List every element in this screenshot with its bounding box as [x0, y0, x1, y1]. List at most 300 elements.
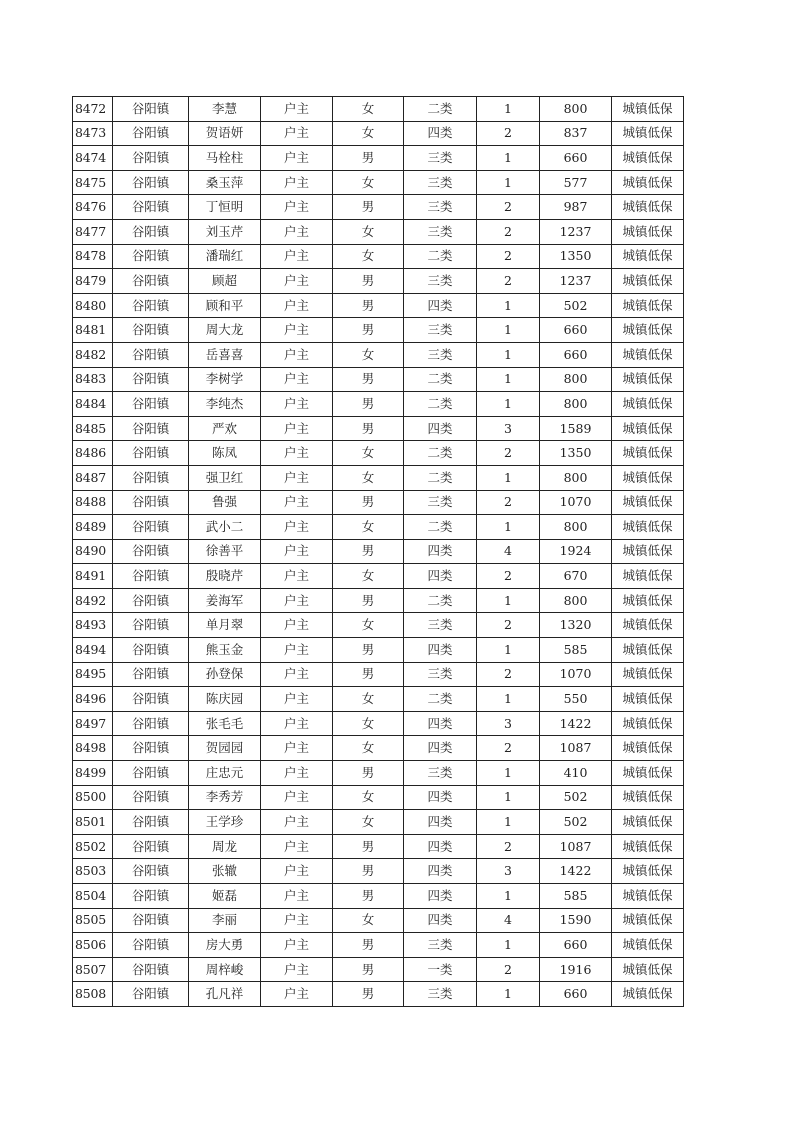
cell-amount: 800: [540, 588, 612, 613]
cell-town: 谷阳镇: [113, 761, 189, 786]
cell-assistance-type: 城镇低保: [612, 810, 684, 835]
cell-serial-number: 8503: [73, 859, 113, 884]
cell-gender: 男: [333, 884, 404, 909]
cell-relation: 户主: [261, 195, 333, 220]
cell-name: 顾和平: [189, 293, 261, 318]
cell-gender: 男: [333, 761, 404, 786]
cell-assistance-type: 城镇低保: [612, 957, 684, 982]
cell-serial-number: 8485: [73, 416, 113, 441]
cell-town: 谷阳镇: [113, 859, 189, 884]
table-row: [73, 638, 684, 663]
cell-category: 三类: [404, 269, 477, 294]
cell-relation: 户主: [261, 367, 333, 392]
cell-name: 贺语妍: [189, 121, 261, 146]
cell-town: 谷阳镇: [113, 490, 189, 515]
cell-household-size: 2: [477, 957, 540, 982]
cell-town: 谷阳镇: [113, 97, 189, 122]
cell-household-size: 4: [477, 539, 540, 564]
table-row: [73, 515, 684, 540]
cell-category: 二类: [404, 515, 477, 540]
cell-name: 姜海军: [189, 588, 261, 613]
cell-category: 四类: [404, 908, 477, 933]
cell-gender: 女: [333, 515, 404, 540]
cell-town: 谷阳镇: [113, 711, 189, 736]
cell-town: 谷阳镇: [113, 564, 189, 589]
cell-relation: 户主: [261, 957, 333, 982]
cell-assistance-type: 城镇低保: [612, 146, 684, 171]
table-row: [73, 834, 684, 859]
cell-assistance-type: 城镇低保: [612, 761, 684, 786]
cell-town: 谷阳镇: [113, 465, 189, 490]
cell-category: 三类: [404, 170, 477, 195]
cell-town: 谷阳镇: [113, 588, 189, 613]
cell-relation: 户主: [261, 687, 333, 712]
cell-category: 四类: [404, 638, 477, 663]
cell-town: 谷阳镇: [113, 342, 189, 367]
cell-assistance-type: 城镇低保: [612, 392, 684, 417]
cell-town: 谷阳镇: [113, 441, 189, 466]
cell-household-size: 1: [477, 588, 540, 613]
cell-household-size: 1: [477, 170, 540, 195]
cell-serial-number: 8490: [73, 539, 113, 564]
cell-gender: 女: [333, 736, 404, 761]
cell-relation: 户主: [261, 244, 333, 269]
cell-name: 王学珍: [189, 810, 261, 835]
cell-household-size: 1: [477, 982, 540, 1007]
cell-gender: 女: [333, 97, 404, 122]
cell-assistance-type: 城镇低保: [612, 785, 684, 810]
cell-serial-number: 8481: [73, 318, 113, 343]
cell-relation: 户主: [261, 219, 333, 244]
table-row: [73, 441, 684, 466]
cell-relation: 户主: [261, 613, 333, 638]
table-row: [73, 490, 684, 515]
cell-serial-number: 8495: [73, 662, 113, 687]
cell-household-size: 1: [477, 761, 540, 786]
cell-gender: 女: [333, 219, 404, 244]
cell-amount: 837: [540, 121, 612, 146]
cell-household-size: 1: [477, 293, 540, 318]
cell-category: 一类: [404, 957, 477, 982]
cell-serial-number: 8486: [73, 441, 113, 466]
cell-household-size: 2: [477, 613, 540, 638]
cell-town: 谷阳镇: [113, 269, 189, 294]
cell-relation: 户主: [261, 465, 333, 490]
cell-household-size: 2: [477, 244, 540, 269]
cell-amount: 1237: [540, 219, 612, 244]
cell-assistance-type: 城镇低保: [612, 834, 684, 859]
cell-serial-number: 8494: [73, 638, 113, 663]
table-row: [73, 146, 684, 171]
cell-town: 谷阳镇: [113, 613, 189, 638]
table-row: [73, 957, 684, 982]
table-row: [73, 219, 684, 244]
cell-town: 谷阳镇: [113, 884, 189, 909]
cell-amount: 502: [540, 785, 612, 810]
cell-name: 周龙: [189, 834, 261, 859]
cell-assistance-type: 城镇低保: [612, 982, 684, 1007]
cell-amount: 1422: [540, 859, 612, 884]
cell-category: 四类: [404, 711, 477, 736]
cell-relation: 户主: [261, 810, 333, 835]
cell-relation: 户主: [261, 269, 333, 294]
cell-name: 武小二: [189, 515, 261, 540]
cell-assistance-type: 城镇低保: [612, 416, 684, 441]
table-row: [73, 342, 684, 367]
cell-household-size: 3: [477, 416, 540, 441]
cell-relation: 户主: [261, 121, 333, 146]
cell-town: 谷阳镇: [113, 121, 189, 146]
cell-household-size: 3: [477, 859, 540, 884]
cell-name: 桑玉萍: [189, 170, 261, 195]
cell-household-size: 1: [477, 342, 540, 367]
table-row: [73, 982, 684, 1007]
cell-relation: 户主: [261, 884, 333, 909]
cell-gender: 男: [333, 859, 404, 884]
table-row: [73, 687, 684, 712]
cell-name: 顾超: [189, 269, 261, 294]
cell-assistance-type: 城镇低保: [612, 933, 684, 958]
cell-category: 三类: [404, 342, 477, 367]
cell-name: 房大勇: [189, 933, 261, 958]
cell-gender: 男: [333, 662, 404, 687]
cell-assistance-type: 城镇低保: [612, 859, 684, 884]
cell-assistance-type: 城镇低保: [612, 269, 684, 294]
cell-amount: 670: [540, 564, 612, 589]
cell-amount: 550: [540, 687, 612, 712]
cell-name: 徐善平: [189, 539, 261, 564]
table-row: [73, 367, 684, 392]
cell-gender: 男: [333, 416, 404, 441]
cell-serial-number: 8493: [73, 613, 113, 638]
cell-category: 二类: [404, 392, 477, 417]
cell-name: 马栓柱: [189, 146, 261, 171]
cell-serial-number: 8484: [73, 392, 113, 417]
cell-category: 四类: [404, 785, 477, 810]
cell-town: 谷阳镇: [113, 244, 189, 269]
cell-amount: 800: [540, 392, 612, 417]
cell-category: 三类: [404, 490, 477, 515]
cell-town: 谷阳镇: [113, 318, 189, 343]
cell-name: 严欢: [189, 416, 261, 441]
cell-amount: 577: [540, 170, 612, 195]
cell-amount: 987: [540, 195, 612, 220]
cell-assistance-type: 城镇低保: [612, 539, 684, 564]
cell-household-size: 2: [477, 195, 540, 220]
cell-gender: 女: [333, 613, 404, 638]
cell-name: 孙登保: [189, 662, 261, 687]
cell-category: 三类: [404, 219, 477, 244]
cell-town: 谷阳镇: [113, 908, 189, 933]
cell-assistance-type: 城镇低保: [612, 638, 684, 663]
cell-town: 谷阳镇: [113, 515, 189, 540]
table-row: [73, 933, 684, 958]
table-row: [73, 293, 684, 318]
cell-assistance-type: 城镇低保: [612, 884, 684, 909]
cell-assistance-type: 城镇低保: [612, 711, 684, 736]
table-row: [73, 416, 684, 441]
cell-assistance-type: 城镇低保: [612, 293, 684, 318]
cell-serial-number: 8483: [73, 367, 113, 392]
cell-town: 谷阳镇: [113, 687, 189, 712]
cell-relation: 户主: [261, 392, 333, 417]
cell-amount: 1070: [540, 490, 612, 515]
cell-assistance-type: 城镇低保: [612, 515, 684, 540]
cell-assistance-type: 城镇低保: [612, 97, 684, 122]
cell-serial-number: 8498: [73, 736, 113, 761]
table-row: [73, 170, 684, 195]
cell-category: 三类: [404, 195, 477, 220]
cell-category: 二类: [404, 97, 477, 122]
cell-assistance-type: 城镇低保: [612, 613, 684, 638]
cell-town: 谷阳镇: [113, 810, 189, 835]
cell-assistance-type: 城镇低保: [612, 564, 684, 589]
cell-amount: 1589: [540, 416, 612, 441]
cell-gender: 男: [333, 146, 404, 171]
cell-serial-number: 8492: [73, 588, 113, 613]
cell-amount: 800: [540, 465, 612, 490]
cell-town: 谷阳镇: [113, 957, 189, 982]
cell-relation: 户主: [261, 97, 333, 122]
cell-town: 谷阳镇: [113, 219, 189, 244]
cell-name: 周梓峻: [189, 957, 261, 982]
cell-name: 李丽: [189, 908, 261, 933]
cell-town: 谷阳镇: [113, 416, 189, 441]
cell-relation: 户主: [261, 761, 333, 786]
cell-relation: 户主: [261, 711, 333, 736]
cell-amount: 1924: [540, 539, 612, 564]
cell-amount: 660: [540, 342, 612, 367]
cell-category: 四类: [404, 416, 477, 441]
cell-serial-number: 8501: [73, 810, 113, 835]
cell-gender: 男: [333, 318, 404, 343]
cell-category: 四类: [404, 859, 477, 884]
cell-gender: 男: [333, 638, 404, 663]
cell-serial-number: 8482: [73, 342, 113, 367]
cell-amount: 660: [540, 933, 612, 958]
cell-relation: 户主: [261, 564, 333, 589]
cell-serial-number: 8477: [73, 219, 113, 244]
cell-amount: 1320: [540, 613, 612, 638]
cell-gender: 男: [333, 367, 404, 392]
cell-category: 四类: [404, 564, 477, 589]
cell-relation: 户主: [261, 638, 333, 663]
cell-gender: 男: [333, 933, 404, 958]
cell-household-size: 1: [477, 97, 540, 122]
cell-town: 谷阳镇: [113, 293, 189, 318]
cell-serial-number: 8507: [73, 957, 113, 982]
table-row: [73, 711, 684, 736]
cell-serial-number: 8504: [73, 884, 113, 909]
cell-household-size: 1: [477, 933, 540, 958]
table-row: [73, 392, 684, 417]
cell-name: 李慧: [189, 97, 261, 122]
cell-gender: 女: [333, 244, 404, 269]
cell-gender: 男: [333, 982, 404, 1007]
cell-name: 鲁强: [189, 490, 261, 515]
cell-serial-number: 8474: [73, 146, 113, 171]
cell-town: 谷阳镇: [113, 933, 189, 958]
cell-assistance-type: 城镇低保: [612, 465, 684, 490]
table-row: [73, 121, 684, 146]
cell-name: 姬磊: [189, 884, 261, 909]
cell-town: 谷阳镇: [113, 146, 189, 171]
cell-gender: 女: [333, 170, 404, 195]
table-row: [73, 195, 684, 220]
cell-household-size: 1: [477, 884, 540, 909]
cell-relation: 户主: [261, 982, 333, 1007]
cell-household-size: 2: [477, 219, 540, 244]
cell-town: 谷阳镇: [113, 195, 189, 220]
cell-name: 岳喜喜: [189, 342, 261, 367]
cell-name: 殷晓芹: [189, 564, 261, 589]
cell-amount: 1070: [540, 662, 612, 687]
cell-town: 谷阳镇: [113, 638, 189, 663]
cell-gender: 男: [333, 392, 404, 417]
cell-amount: 502: [540, 810, 612, 835]
cell-gender: 男: [333, 834, 404, 859]
cell-serial-number: 8491: [73, 564, 113, 589]
cell-name: 周大龙: [189, 318, 261, 343]
cell-assistance-type: 城镇低保: [612, 441, 684, 466]
cell-gender: 男: [333, 293, 404, 318]
cell-category: 二类: [404, 588, 477, 613]
table-row: [73, 588, 684, 613]
cell-name: 张辙: [189, 859, 261, 884]
cell-town: 谷阳镇: [113, 392, 189, 417]
cell-relation: 户主: [261, 859, 333, 884]
cell-household-size: 2: [477, 490, 540, 515]
table-row: [73, 613, 684, 638]
cell-gender: 女: [333, 687, 404, 712]
cell-town: 谷阳镇: [113, 539, 189, 564]
cell-amount: 1590: [540, 908, 612, 933]
cell-amount: 800: [540, 97, 612, 122]
cell-assistance-type: 城镇低保: [612, 736, 684, 761]
cell-household-size: 1: [477, 318, 540, 343]
cell-amount: 502: [540, 293, 612, 318]
cell-relation: 户主: [261, 834, 333, 859]
table-row: [73, 785, 684, 810]
cell-household-size: 2: [477, 662, 540, 687]
cell-category: 三类: [404, 662, 477, 687]
cell-assistance-type: 城镇低保: [612, 662, 684, 687]
table-row: [73, 539, 684, 564]
cell-household-size: 1: [477, 810, 540, 835]
cell-category: 四类: [404, 736, 477, 761]
cell-name: 潘瑞红: [189, 244, 261, 269]
cell-relation: 户主: [261, 416, 333, 441]
cell-name: 刘玉芹: [189, 219, 261, 244]
cell-household-size: 2: [477, 564, 540, 589]
cell-category: 四类: [404, 293, 477, 318]
cell-serial-number: 8487: [73, 465, 113, 490]
cell-serial-number: 8476: [73, 195, 113, 220]
cell-gender: 男: [333, 490, 404, 515]
cell-town: 谷阳镇: [113, 736, 189, 761]
cell-relation: 户主: [261, 515, 333, 540]
table-row: [73, 318, 684, 343]
cell-serial-number: 8505: [73, 908, 113, 933]
cell-category: 二类: [404, 687, 477, 712]
cell-category: 三类: [404, 613, 477, 638]
cell-relation: 户主: [261, 588, 333, 613]
cell-relation: 户主: [261, 539, 333, 564]
cell-amount: 1237: [540, 269, 612, 294]
cell-serial-number: 8499: [73, 761, 113, 786]
cell-assistance-type: 城镇低保: [612, 244, 684, 269]
cell-gender: 女: [333, 465, 404, 490]
cell-relation: 户主: [261, 736, 333, 761]
cell-name: 李树学: [189, 367, 261, 392]
cell-serial-number: 8508: [73, 982, 113, 1007]
cell-gender: 女: [333, 564, 404, 589]
cell-town: 谷阳镇: [113, 170, 189, 195]
cell-category: 二类: [404, 465, 477, 490]
cell-household-size: 1: [477, 638, 540, 663]
cell-relation: 户主: [261, 318, 333, 343]
cell-serial-number: 8496: [73, 687, 113, 712]
cell-serial-number: 8489: [73, 515, 113, 540]
cell-amount: 410: [540, 761, 612, 786]
table-row: [73, 884, 684, 909]
cell-name: 陈庆园: [189, 687, 261, 712]
cell-name: 孔凡祥: [189, 982, 261, 1007]
table-row: [73, 97, 684, 122]
cell-gender: 女: [333, 121, 404, 146]
table-row: [73, 761, 684, 786]
cell-gender: 女: [333, 342, 404, 367]
cell-name: 丁恒明: [189, 195, 261, 220]
cell-household-size: 1: [477, 392, 540, 417]
cell-serial-number: 8502: [73, 834, 113, 859]
cell-gender: 男: [333, 195, 404, 220]
cell-assistance-type: 城镇低保: [612, 490, 684, 515]
cell-amount: 1422: [540, 711, 612, 736]
table-body: [73, 97, 684, 1007]
cell-household-size: 1: [477, 687, 540, 712]
table-row: [73, 662, 684, 687]
cell-town: 谷阳镇: [113, 367, 189, 392]
cell-amount: 1087: [540, 736, 612, 761]
cell-category: 三类: [404, 318, 477, 343]
cell-amount: 660: [540, 982, 612, 1007]
cell-category: 四类: [404, 810, 477, 835]
cell-household-size: 1: [477, 515, 540, 540]
cell-amount: 800: [540, 515, 612, 540]
cell-gender: 男: [333, 269, 404, 294]
cell-category: 三类: [404, 933, 477, 958]
cell-category: 三类: [404, 982, 477, 1007]
cell-amount: 1350: [540, 244, 612, 269]
cell-category: 三类: [404, 761, 477, 786]
cell-relation: 户主: [261, 933, 333, 958]
cell-category: 二类: [404, 441, 477, 466]
cell-household-size: 3: [477, 711, 540, 736]
cell-household-size: 4: [477, 908, 540, 933]
cell-serial-number: 8479: [73, 269, 113, 294]
cell-serial-number: 8506: [73, 933, 113, 958]
cell-household-size: 1: [477, 367, 540, 392]
cell-category: 二类: [404, 367, 477, 392]
cell-household-size: 1: [477, 785, 540, 810]
cell-household-size: 1: [477, 465, 540, 490]
cell-category: 四类: [404, 121, 477, 146]
cell-relation: 户主: [261, 170, 333, 195]
table-row: [73, 564, 684, 589]
cell-name: 熊玉金: [189, 638, 261, 663]
cell-gender: 女: [333, 810, 404, 835]
